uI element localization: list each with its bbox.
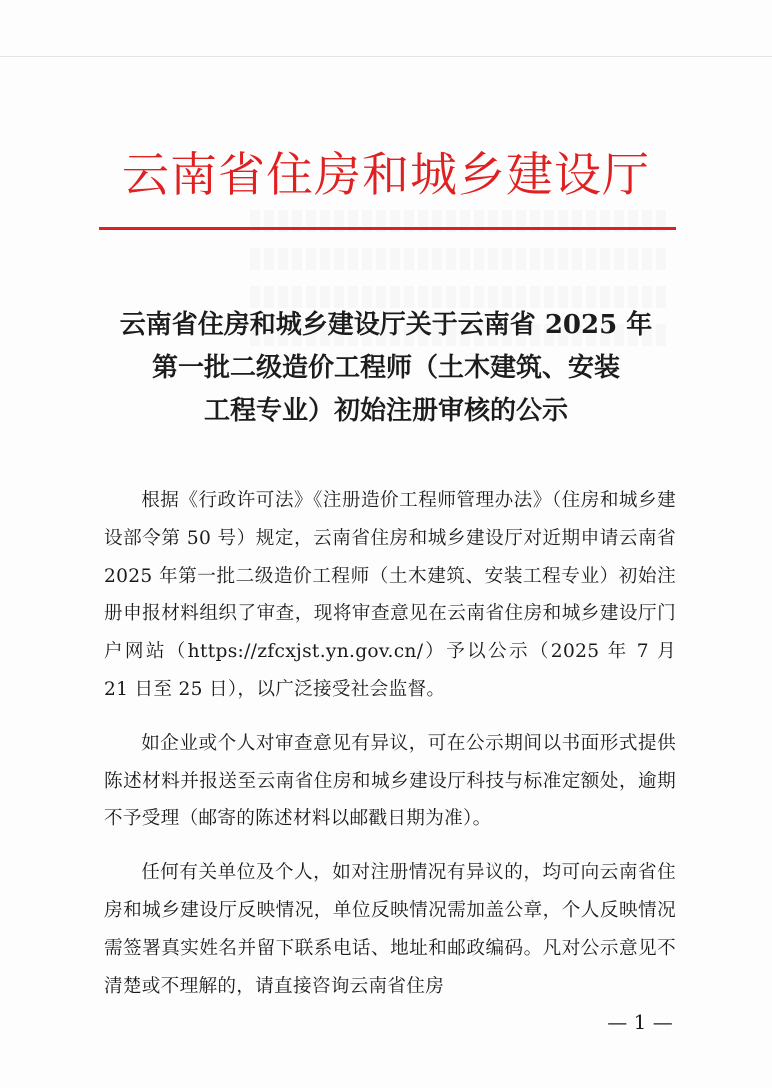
body-paragraph-3: 任何有关单位及个人，如对注册情况有异议的，均可向云南省住房和城乡建设厅反映情况，单位反映情况需加盖公章，个人反映情况需签署真实姓名并留下联系电话、地址和邮政编码。凡对公示意见不清楚或不理解的，请直接咨询云南省住房 [104,862,676,997]
document-title [60,304,712,433]
document-title-line-2: 第一批二级造价工程师（土木建筑、安装 [151,353,620,383]
body-paragraph-2: 如企业或个人对审查意见有异议，可在公示期间以书面形式提供陈述材料并报送至云南省住房和城乡建设厅科技与标准定额处，逾期不予受理（邮寄的陈述材料以邮戳日期为准）。 [104,732,676,830]
page-number: — 1 — [607,1010,673,1034]
scan-edge-line [0,56,772,57]
document-title-line-3: 工程专业）初始注册审核的公示 [203,396,568,426]
issuing-organization-header: 云南省住房和城乡建设厅 [122,148,650,203]
document-body [104,482,676,1021]
red-header-rule [99,227,676,230]
document-title-line-1: 云南省住房和城乡建设厅关于云南省 2025 年 [119,310,653,340]
body-paragraph-1: 根据《行政许可法》《注册造价工程师管理办法》（住房和城乡建设部令第 50 号）规定，云南省住房和城乡建设厅对近期申请云南省 2025 年第一批二级造价工程师（土木建筑、安装工程专业）初始注册申报材料组织了审查，现将审查意见在云南省住房和城乡建设厅门户网站（https://zfcxjst.yn.gov.cn/）予以公示（2025 年 7 月 21 日至 25 日），以广泛接受社会监督。 [104,490,676,700]
